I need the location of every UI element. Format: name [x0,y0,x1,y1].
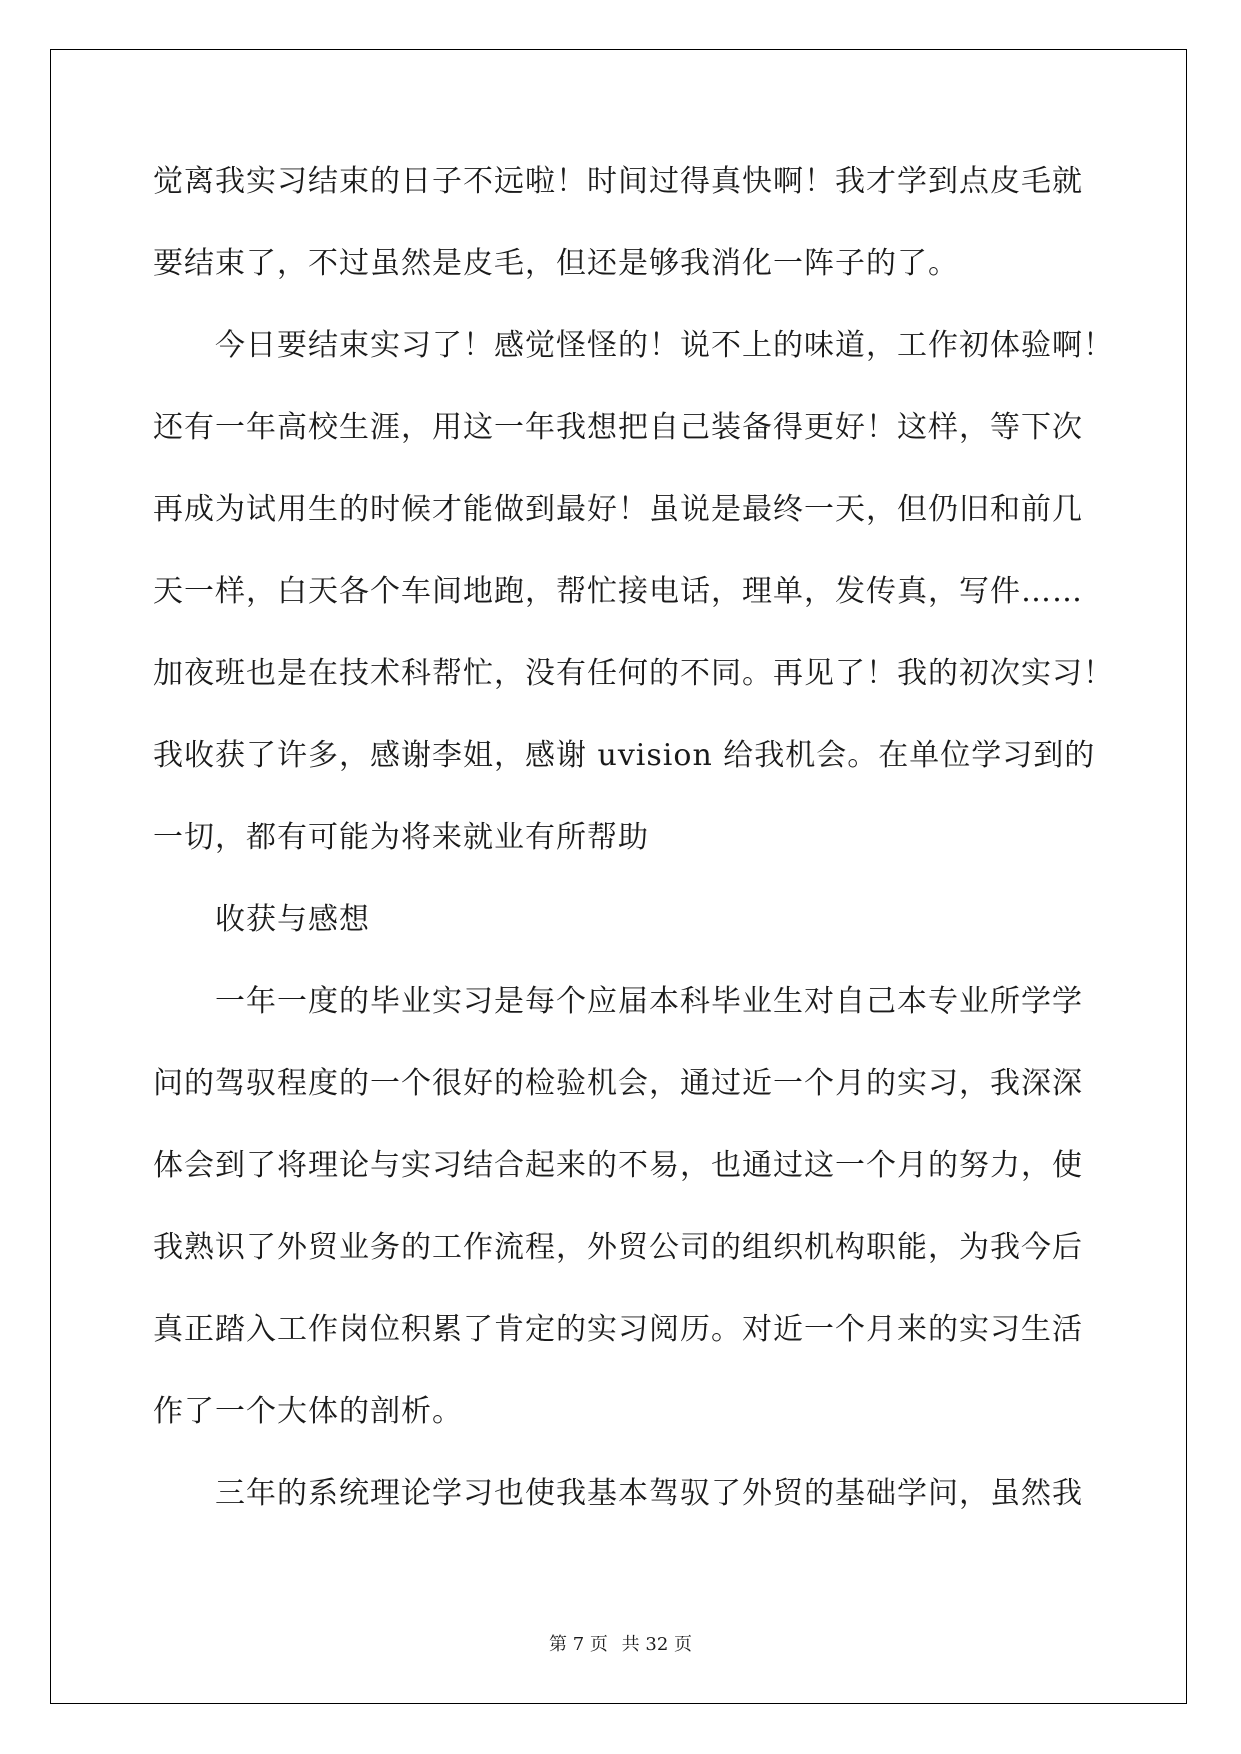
text-line: 我收获了许多，感谢李姐，感谢 uvision 给我机会。在单位学习到的 [153,738,1096,773]
section-heading: 收获与感想 [215,902,370,937]
text-line: 天一样，白天各个车间地跑，帮忙接电话，理单，发传真，写件…… [153,574,1083,609]
text-line: 还有一年高校生涯，用这一年我想把自己装备得更好！这样，等下次 [153,410,1083,445]
text-line: 问的驾驭程度的一个很好的检验机会，通过近一个月的实习，我深深 [153,1066,1083,1101]
document-body [153,162,1114,1556]
text-line: 体会到了将理论与实习结合起来的不易，也通过这一个月的努力，使 [153,1148,1083,1183]
text-line: 觉离我实习结束的日子不远啦！时间过得真快啊！我才学到点皮毛就 [153,164,1083,199]
text-line: 要结束了，不过虽然是皮毛，但还是够我消化一阵子的了。 [153,246,959,281]
text-line: 今日要结束实习了！感觉怪怪的！说不上的味道，工作初体验啊！ [215,328,1114,363]
page-number: 第 7 页 [549,1634,608,1655]
text-line: 再成为试用生的时候才能做到最好！虽说是最终一天，但仍旧和前几 [153,492,1083,527]
text-line: 一年一度的毕业实习是每个应届本科毕业生对自己本专业所学学 [215,984,1083,1019]
text-line: 作了一个大体的剖析。 [153,1394,463,1429]
text-line: 一切，都有可能为将来就业有所帮助 [153,820,649,855]
page-footer [0,1630,1241,1656]
text-line: 三年的系统理论学习也使我基本驾驭了外贸的基础学问，虽然我 [215,1476,1083,1511]
text-line: 我熟识了外贸业务的工作流程，外贸公司的组织机构职能，为我今后 [153,1230,1083,1265]
text-line: 真正踏入工作岗位积累了肯定的实习阅历。对近一个月来的实习生活 [153,1312,1083,1347]
page-total: 共 32 页 [621,1634,692,1655]
text-line: 加夜班也是在技术科帮忙，没有任何的不同。再见了！我的初次实习！ [153,656,1114,691]
